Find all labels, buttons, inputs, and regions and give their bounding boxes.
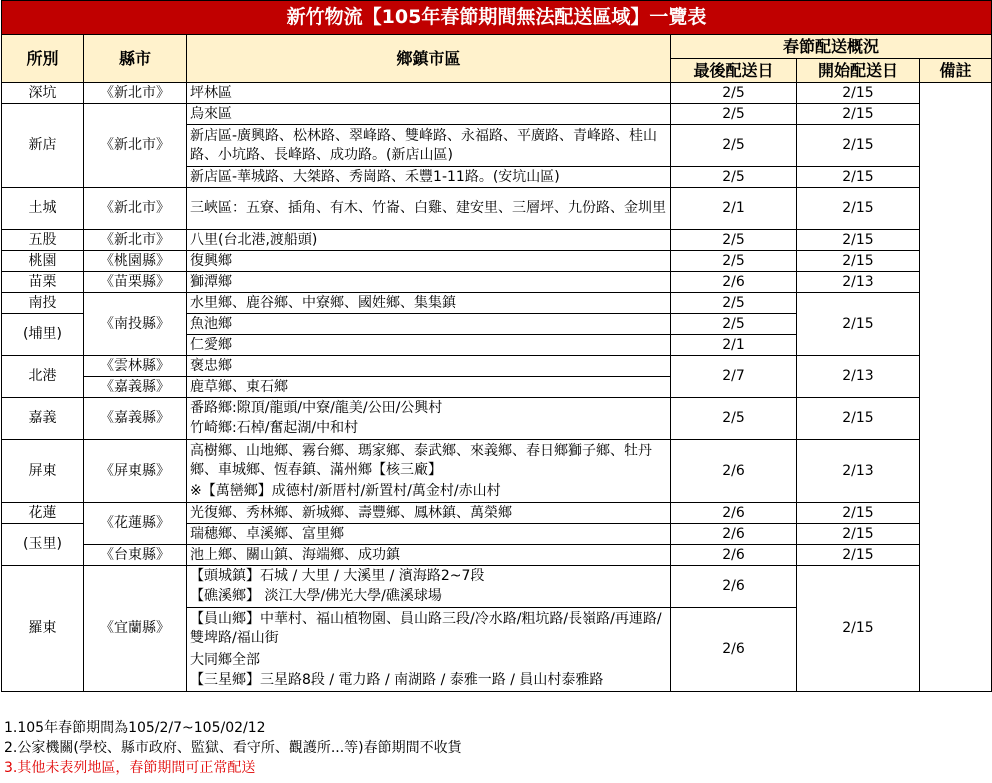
office-cell: 花蓮	[2, 503, 84, 524]
district-cell: 【礁溪鄉】 淡江大學/佛光大學/礁溪球場	[187, 587, 671, 608]
last-date-cell: 2/7	[671, 356, 797, 398]
district-cell: 【三星鄉】三星路8段 / 電力路 / 南湖路 / 泰雅一路 / 員山村泰雅路	[187, 671, 671, 692]
last-date-cell: 2/1	[671, 188, 797, 230]
district-cell: 光復鄉、秀林鄉、新城鄉、壽豐鄉、鳳林鎮、萬榮鄉	[187, 503, 671, 524]
county-cell: 《新北市》	[84, 188, 187, 230]
district-cell: ※【萬巒鄉】成德村/新厝村/新置村/萬金村/赤山村	[187, 482, 671, 503]
district-cell: 水里鄉、鹿谷鄉、中寮鄉、國姓鄉、集集鎮	[187, 293, 671, 314]
start-date-cell: 2/15	[797, 251, 920, 272]
footnotes	[4, 718, 462, 778]
county-cell: 《新北市》	[84, 230, 187, 251]
last-date-cell: 2/5	[671, 314, 797, 335]
office-cell: 新店	[2, 104, 84, 188]
last-date-cell: 2/6	[671, 503, 797, 524]
district-cell: 鹿草鄉、東石鄉	[187, 377, 671, 398]
district-cell: 魚池鄉	[187, 314, 671, 335]
start-date-cell: 2/13	[797, 440, 920, 503]
last-date-cell: 2/5	[671, 104, 797, 125]
start-date-cell: 2/15	[797, 545, 920, 566]
district-cell: 新店區-廣興路、松林路、翠峰路、雙峰路、永福路、平廣路、青峰路、桂山路、小坑路、長峰路、成功路。(新店山區)	[187, 125, 671, 167]
header-last-delivery: 最後配送日	[671, 59, 797, 83]
district-cell: 瑞穗鄉、卓溪鄉、富里鄉	[187, 524, 671, 545]
last-date-cell: 2/6	[671, 524, 797, 545]
county-cell: 《苗栗縣》	[84, 272, 187, 293]
start-date-cell: 2/15	[797, 398, 920, 440]
last-date-cell: 2/6	[671, 545, 797, 566]
office-cell: 土城	[2, 188, 84, 230]
district-cell: 高樹鄉、山地鄉、霧台鄉、瑪家鄉、泰武鄉、來義鄉、春日鄉獅子鄉、牡丹鄉、車城鄉、恆春鎮、滿州鄉【核三廠】	[187, 440, 671, 482]
start-date-cell: 2/13	[797, 272, 920, 293]
county-cell: 《新北市》	[84, 83, 187, 104]
note-government-offices: 2.公家機關(學校、縣市政府、監獄、看守所、觀護所...等)春節期間不收貨	[4, 740, 462, 756]
start-date-cell: 2/15	[797, 83, 920, 104]
county-cell: 《屏東縣》	[84, 440, 187, 503]
last-date-cell: 2/5	[671, 398, 797, 440]
district-cell: 烏來區	[187, 104, 671, 125]
last-date-cell: 2/1	[671, 335, 797, 356]
header-remark: 備註	[920, 59, 992, 83]
header-county: 縣市	[84, 35, 187, 83]
district-cell: 竹崎鄉:石棹/奮起湖/中和村	[187, 419, 671, 440]
start-date-cell: 2/15	[797, 167, 920, 188]
county-cell: 《台東縣》	[84, 545, 187, 566]
start-date-cell: 2/15	[797, 524, 920, 545]
header-district: 鄉鎮市區	[187, 35, 671, 83]
start-date-cell: 2/15	[797, 104, 920, 125]
last-date-cell: 2/5	[671, 83, 797, 104]
start-date-cell: 2/15	[797, 503, 920, 524]
district-cell: 復興鄉	[187, 251, 671, 272]
office-cell: 桃園	[2, 251, 84, 272]
last-date-cell: 2/6	[671, 272, 797, 293]
remark-cell	[920, 83, 992, 692]
office-cell: 五股	[2, 230, 84, 251]
district-cell: 仁愛鄉	[187, 335, 671, 356]
district-cell: 獅潭鄉	[187, 272, 671, 293]
county-cell: 《宜蘭縣》	[84, 566, 187, 692]
last-date-cell: 2/5	[671, 251, 797, 272]
start-date-cell: 2/15	[797, 230, 920, 251]
start-date-cell: 2/13	[797, 356, 920, 398]
start-date-cell: 2/15	[797, 125, 920, 167]
office-cell: 嘉義	[2, 398, 84, 440]
district-cell: 三峽區：五寮、插角、有木、竹崙、白雞、建安里、三層坪、九份路、金圳里	[187, 188, 671, 230]
county-cell: 《雲林縣》	[84, 356, 187, 377]
county-cell: 《花蓮縣》	[84, 503, 187, 545]
district-cell: 【員山鄉】中華村、福山植物園、員山路三段/冷水路/粗坑路/長嶺路/再連路/雙埤路/福山街	[187, 608, 671, 650]
start-date-cell: 2/15	[797, 566, 920, 692]
last-date-cell: 2/5	[671, 125, 797, 167]
county-cell: 《嘉義縣》	[84, 398, 187, 440]
start-date-cell: 2/15	[797, 188, 920, 230]
office-cell: (玉里)	[2, 524, 84, 566]
district-cell: 坪林區	[187, 83, 671, 104]
district-cell: 【頭城鎮】石城 / 大里 / 大溪里 / 濱海路2~7段	[187, 566, 671, 587]
district-cell: 池上鄉、關山鎮、海端鄉、成功鎮	[187, 545, 671, 566]
county-cell: 《嘉義縣》	[84, 377, 187, 398]
office-cell: 北港	[2, 356, 84, 398]
note-holiday-period: 1.105年春節期間為105/2/7~105/02/12	[4, 720, 266, 736]
office-cell: 南投	[2, 293, 84, 314]
table-title: 新竹物流【105年春節期間無法配送區域】一覽表	[2, 1, 992, 35]
county-cell: 《桃園縣》	[84, 251, 187, 272]
last-date-cell: 2/6	[671, 608, 797, 692]
county-cell: 《南投縣》	[84, 293, 187, 356]
note-other-areas: 3.其他未表列地區，春節期間可正常配送	[4, 760, 256, 776]
office-cell: 屏東	[2, 440, 84, 503]
last-date-cell: 2/5	[671, 293, 797, 314]
start-date-cell: 2/15	[797, 293, 920, 356]
district-cell: 褒忠鄉	[187, 356, 671, 377]
district-cell: 新店區-華城路、大桀路、秀崗路、禾豐1-11路。(安坑山區)	[187, 167, 671, 188]
last-date-cell: 2/6	[671, 440, 797, 503]
office-cell: 羅東	[2, 566, 84, 692]
header-office: 所別	[2, 35, 84, 83]
delivery-table	[1, 0, 992, 692]
header-delivery-status: 春節配送概況	[671, 35, 992, 59]
last-date-cell: 2/5	[671, 230, 797, 251]
district-cell: 番路鄉:隙頂/龍頭/中寮/龍美/公田/公興村	[187, 398, 671, 419]
office-cell: 深坑	[2, 83, 84, 104]
last-date-cell: 2/5	[671, 167, 797, 188]
district-cell: 大同鄉全部	[187, 650, 671, 671]
office-cell: 苗栗	[2, 272, 84, 293]
district-cell: 八里(台北港,渡船頭)	[187, 230, 671, 251]
header-start-delivery: 開始配送日	[797, 59, 920, 83]
county-cell: 《新北市》	[84, 104, 187, 188]
office-cell: (埔里)	[2, 314, 84, 356]
last-date-cell: 2/6	[671, 566, 797, 608]
